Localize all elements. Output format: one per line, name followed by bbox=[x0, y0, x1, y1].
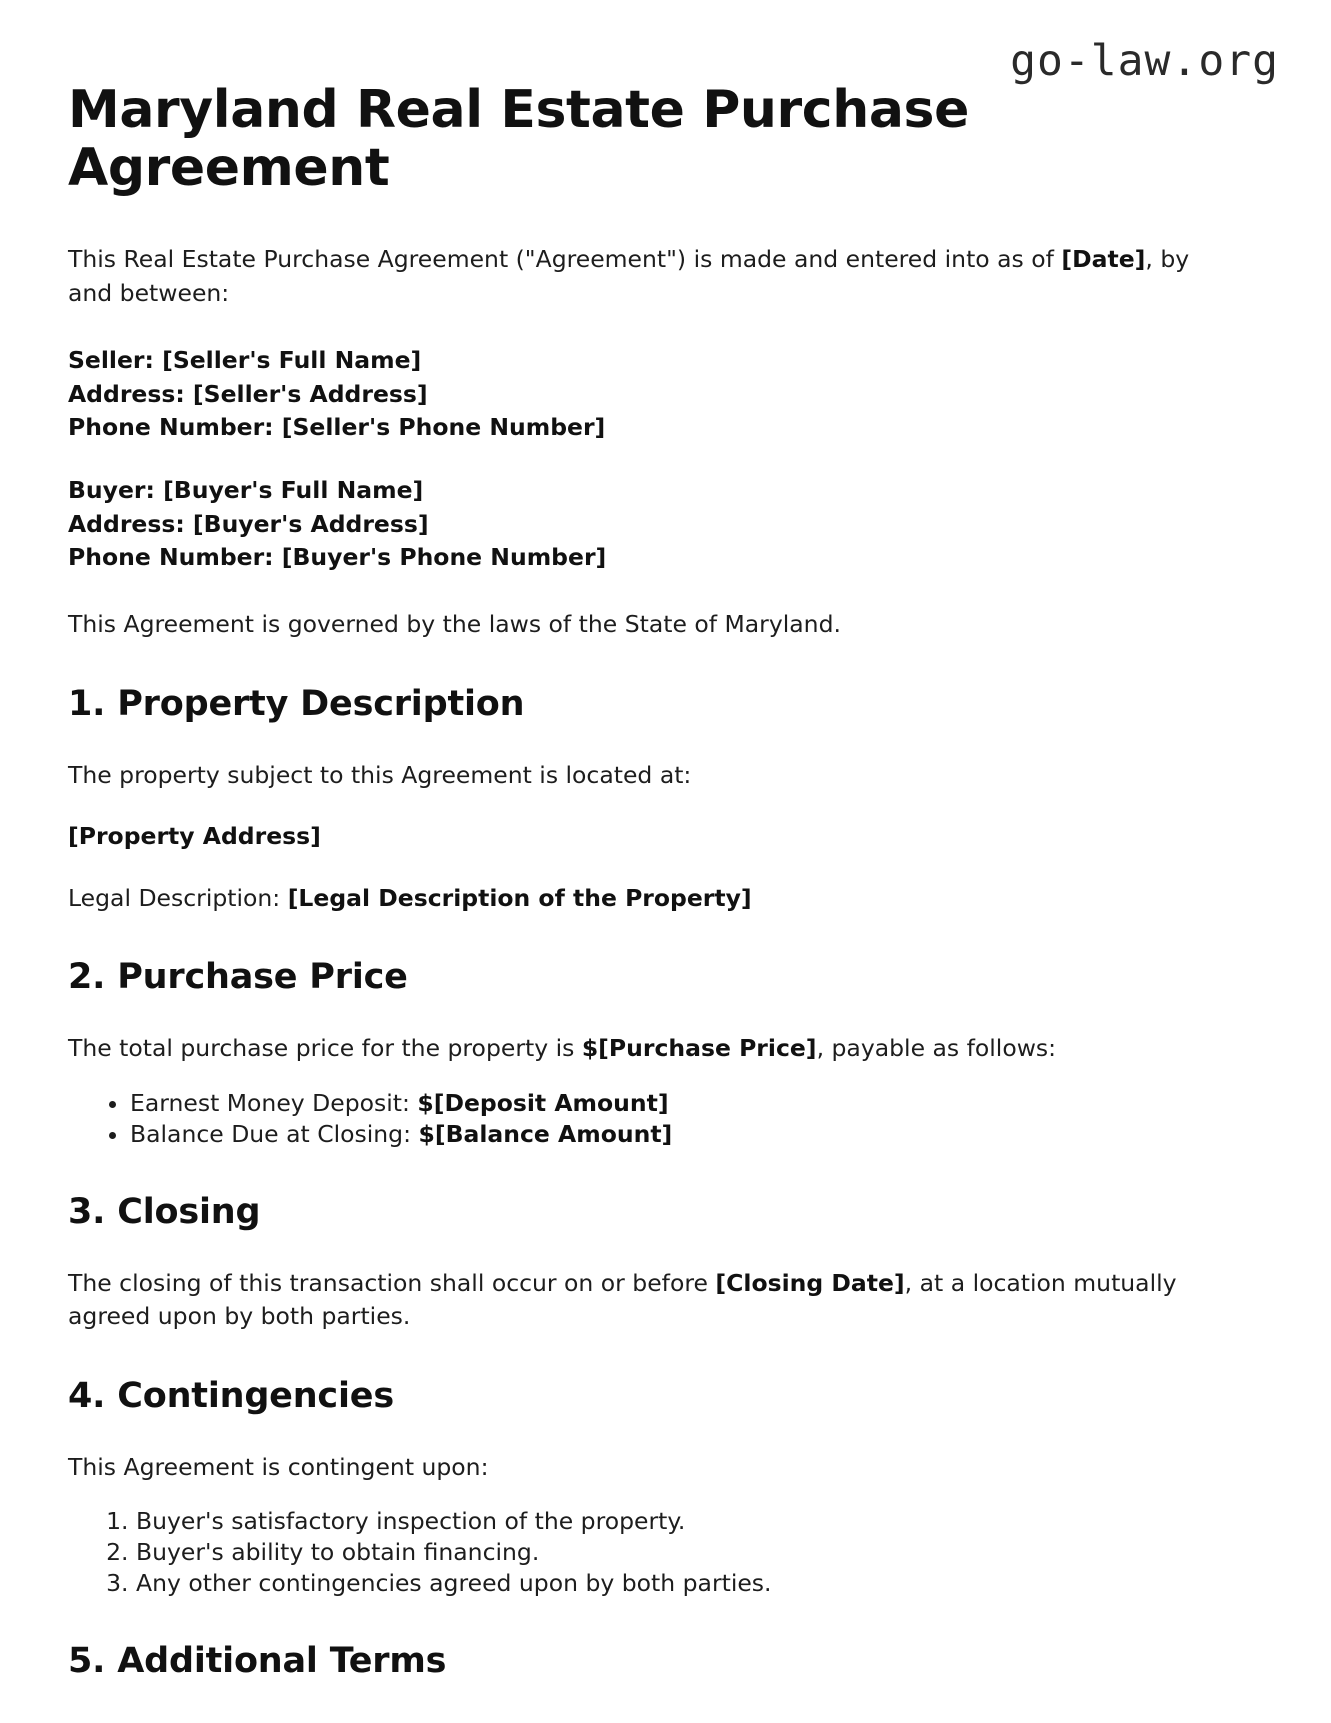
spacer bbox=[68, 1417, 1198, 1451]
seller-phone-line: Phone Number: [Seller's Phone Number] bbox=[68, 412, 606, 441]
spacer bbox=[68, 1484, 1198, 1506]
buyer-name-line: Buyer: [Buyer's Full Name] bbox=[68, 476, 424, 505]
closing-date-placeholder: [Closing Date] bbox=[715, 1269, 905, 1298]
spacer bbox=[68, 725, 1198, 759]
intro-date-placeholder: [Date] bbox=[1061, 245, 1146, 274]
purchase-price-suffix-text: , payable as follows: bbox=[816, 1034, 1057, 1063]
list-item: 3. Any other contingencies agreed upon by both parties. bbox=[136, 1568, 1198, 1599]
spacer bbox=[68, 1334, 1198, 1376]
spacer bbox=[68, 197, 1198, 243]
governing-law-text: This Agreement is governed by the laws of the State of Maryland. bbox=[68, 610, 841, 639]
section-heading-purchase-price: 2. Purchase Price bbox=[68, 957, 408, 998]
page-title: Maryland Real Estate Purchase Agreement bbox=[68, 80, 969, 198]
purchase-price-intro bbox=[68, 1032, 1198, 1065]
spacer bbox=[68, 310, 1198, 344]
deposit-amount-placeholder: $[Deposit Amount] bbox=[417, 1088, 669, 1117]
closing-prefix-text: The closing of this transaction shall occur on or before bbox=[68, 1269, 716, 1298]
spacer bbox=[68, 444, 1198, 474]
spacer bbox=[68, 1066, 1198, 1088]
purchase-price-prefix-text: The total purchase price for the property is bbox=[68, 1034, 582, 1063]
section-heading-property-description: 1. Property Description bbox=[68, 683, 525, 724]
seller-name-line: Seller: [Seller's Full Name] bbox=[68, 346, 422, 375]
buyer-address-line: Address: [Buyer's Address] bbox=[68, 509, 429, 538]
spacer bbox=[68, 642, 1198, 684]
spacer bbox=[68, 998, 1198, 1032]
property-address-placeholder: [Property Address] bbox=[68, 822, 321, 851]
list-item: 2. Buyer's ability to obtain financing. bbox=[136, 1537, 1198, 1568]
list-item: 1. Buyer's satisfactory inspection of the property. bbox=[136, 1506, 1198, 1537]
section-heading-additional-terms: 5. Additional Terms bbox=[68, 1641, 447, 1682]
purchase-price-list bbox=[68, 1088, 1198, 1150]
site-watermark: go-law.org bbox=[1010, 36, 1279, 86]
section-heading-closing: 3. Closing bbox=[68, 1191, 261, 1232]
intro-suffix-text: , by and between: bbox=[68, 245, 1190, 307]
balance-label: Balance Due at Closing: bbox=[130, 1119, 419, 1148]
spacer bbox=[68, 792, 1198, 820]
intro-prefix-text: This Real Estate Purchase Agreement ("Agreement") is made and entered into as of bbox=[68, 245, 1062, 274]
contingencies-intro: This Agreement is contingent upon: bbox=[68, 1453, 489, 1482]
spacer bbox=[68, 574, 1198, 608]
legal-description-line bbox=[68, 882, 1198, 915]
spacer bbox=[68, 1150, 1198, 1192]
document-content bbox=[68, 0, 1198, 1683]
seller-address-line: Address: [Seller's Address] bbox=[68, 379, 428, 408]
contingencies-list bbox=[68, 1506, 1198, 1599]
list-item bbox=[130, 1119, 1198, 1150]
intro-paragraph bbox=[68, 243, 1198, 310]
deposit-label: Earnest Money Deposit: bbox=[130, 1088, 418, 1117]
closing-text bbox=[68, 1267, 1198, 1334]
spacer bbox=[68, 1599, 1198, 1641]
buyer-block bbox=[68, 474, 1198, 574]
buyer-phone-line: Phone Number: [Buyer's Phone Number] bbox=[68, 542, 607, 571]
spacer bbox=[68, 1233, 1198, 1267]
property-intro-text: The property subject to this Agreement is located at: bbox=[68, 760, 692, 789]
spacer bbox=[68, 915, 1198, 957]
legal-description-label: Legal Description: bbox=[68, 883, 288, 912]
section-heading-contingencies: 4. Contingencies bbox=[68, 1375, 394, 1416]
balance-amount-placeholder: $[Balance Amount] bbox=[418, 1119, 673, 1148]
closing-suffix-text: , at a location mutually agreed upon by both parties. bbox=[68, 1269, 1177, 1331]
list-item bbox=[130, 1088, 1198, 1119]
legal-description-placeholder: [Legal Description of the Property] bbox=[287, 883, 752, 912]
seller-block bbox=[68, 344, 1198, 444]
spacer bbox=[68, 854, 1198, 882]
purchase-price-placeholder: $[Purchase Price] bbox=[581, 1034, 817, 1063]
